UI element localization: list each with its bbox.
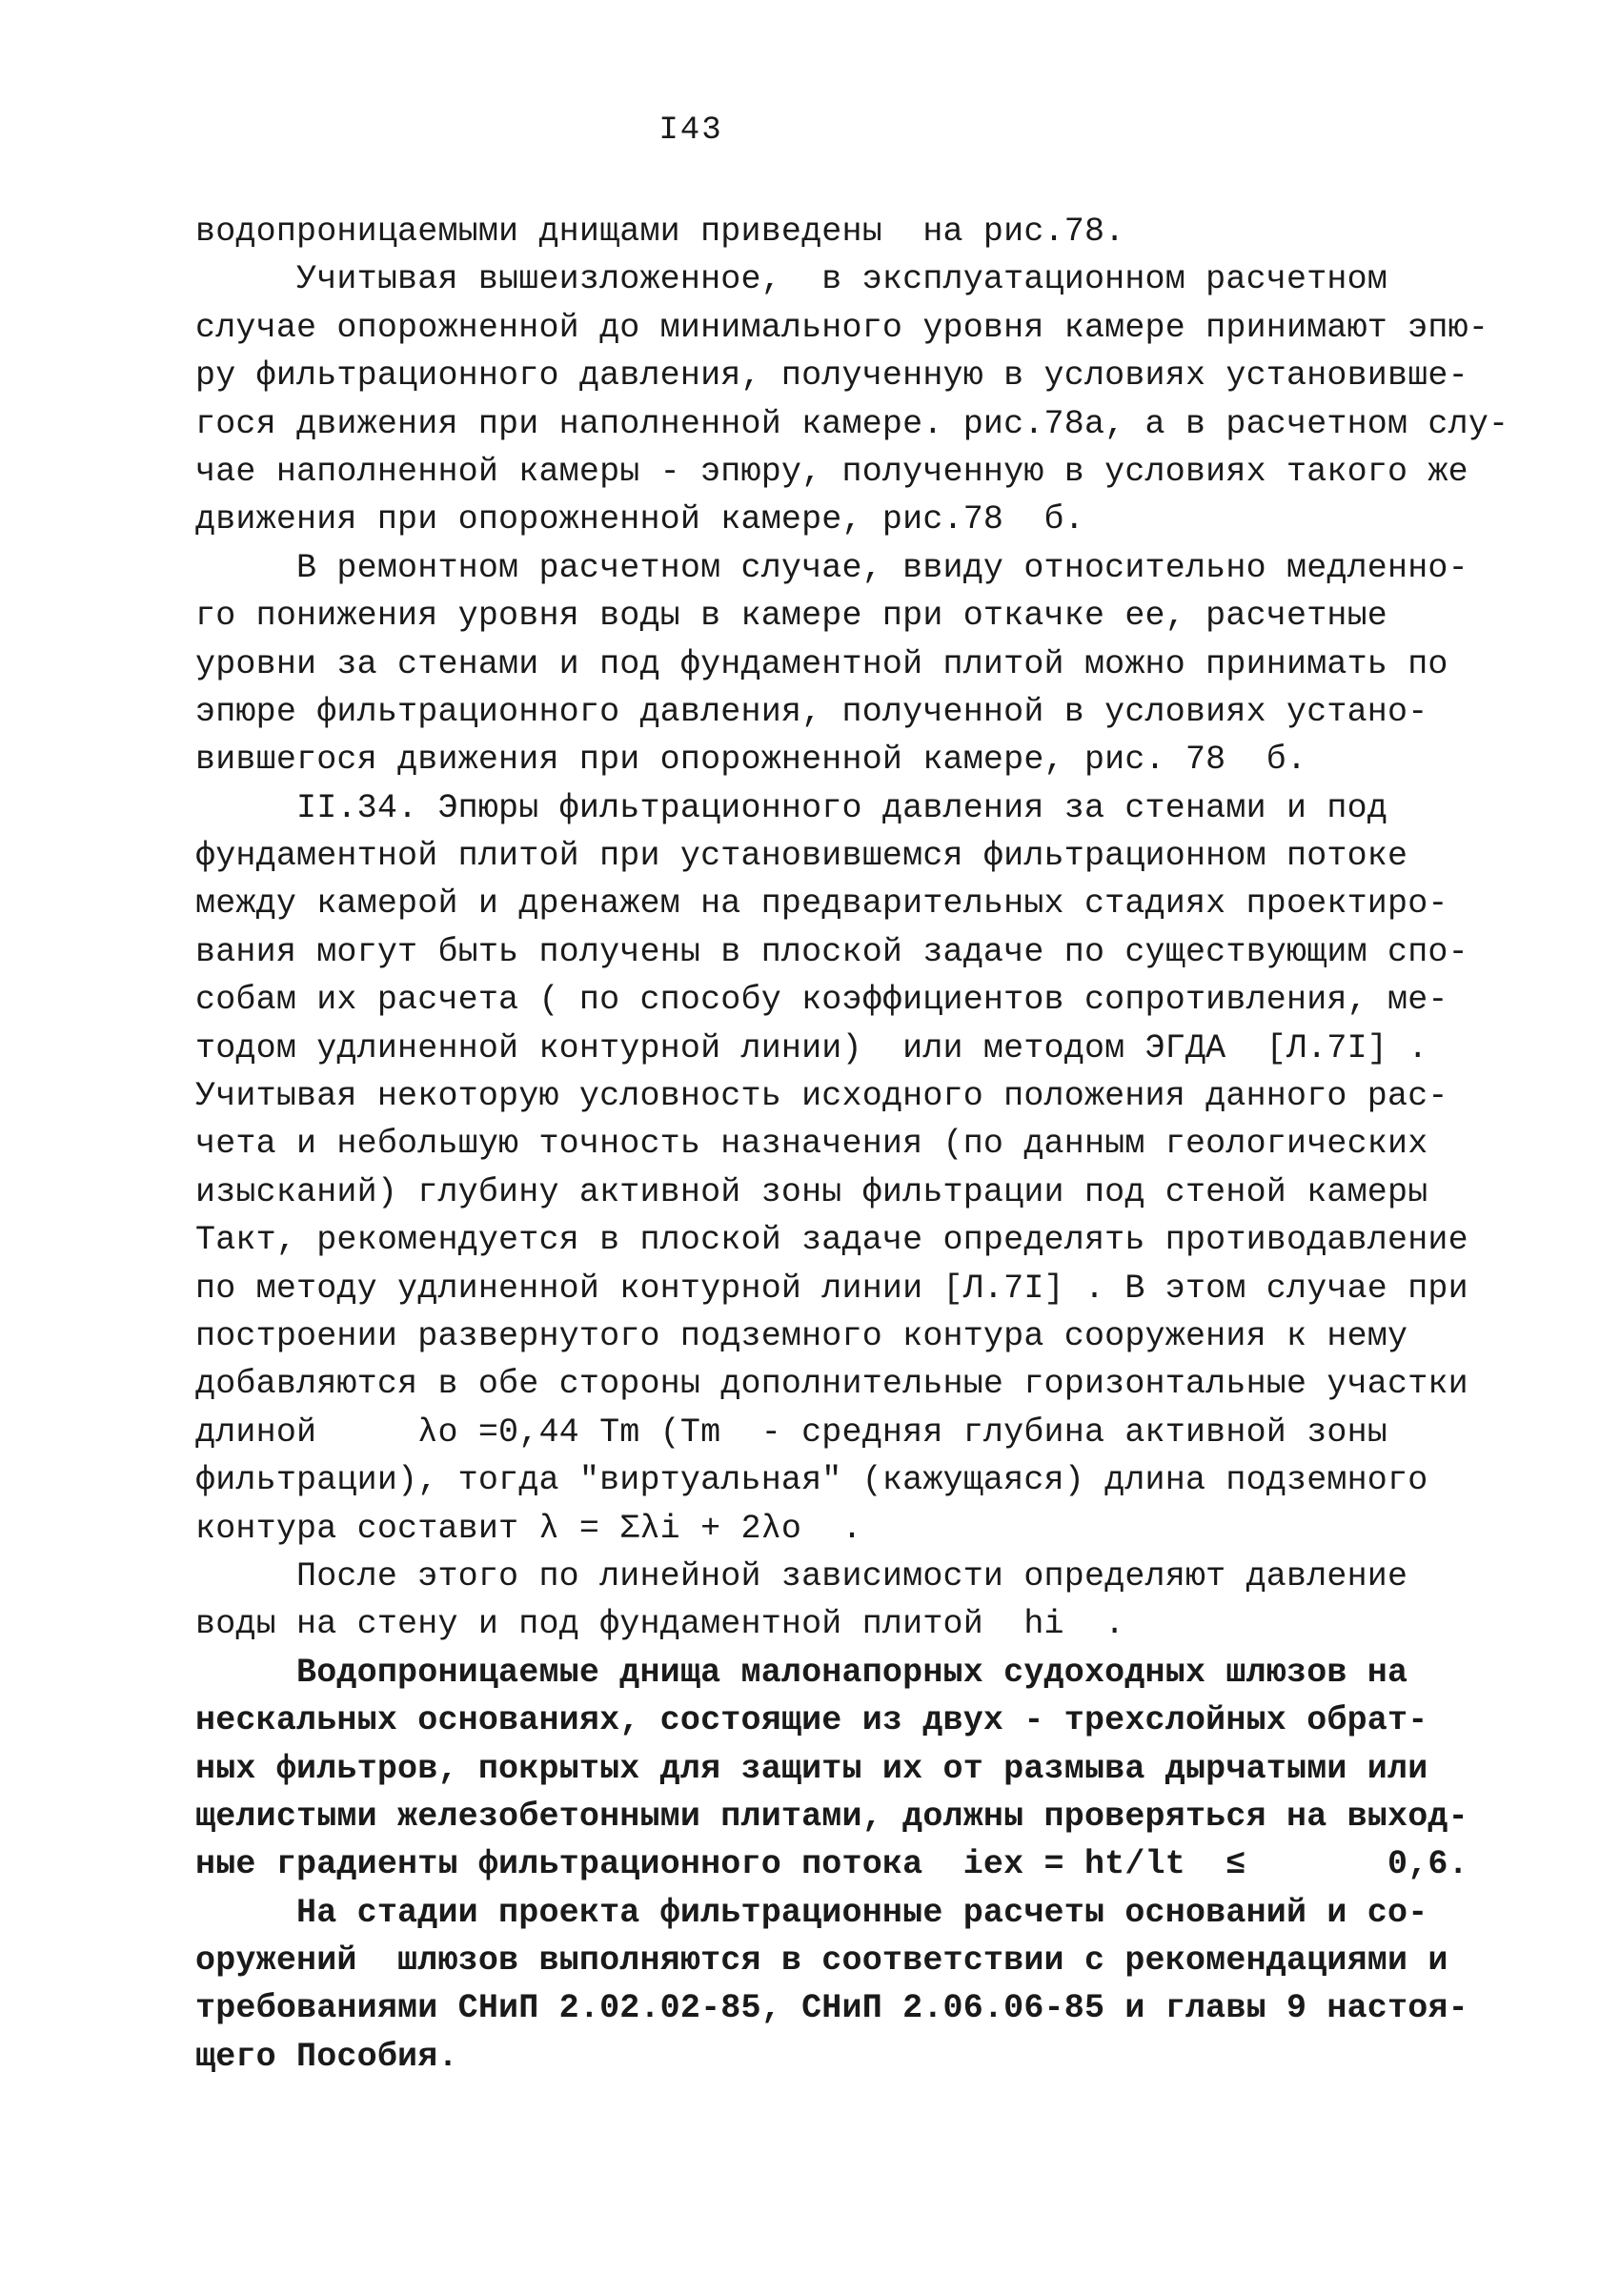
text-line: построении развернутого подземного контура сооружения к нему: [195, 1316, 1408, 1355]
text-line: щелистыми железобетонными плитами, должны проверяться на выход-: [195, 1797, 1468, 1836]
text-line: добавляются в обе стороны дополнительные горизонтальные участки: [195, 1365, 1468, 1404]
text-line: вившегося движения при опорожненной камере, рис. 78 б.: [195, 741, 1307, 780]
text-line: эпюре фильтрационного давления, полученной в условиях устано-: [195, 692, 1428, 731]
text-line: тодом удлиненной контурной линии) или методом ЭГДА [Л.7I] .: [195, 1028, 1428, 1067]
text-line: случае опорожненной до минимального уровня камере принимают эпю-: [195, 308, 1489, 347]
text-line: ных фильтров, покрытых для защиты их от размыва дырчатыми или: [195, 1749, 1428, 1788]
text-line: оружений шлюзов выполняются в соответствии с рекомендациями и: [195, 1941, 1448, 1981]
text-line: После этого по линейной зависимости определяют давление: [195, 1556, 1408, 1595]
text-line: II.34. Эпюры фильтрационного давления за стенами и под: [195, 788, 1388, 827]
text-line: воды на стену и под фундаментной плитой hi .: [195, 1605, 1125, 1644]
text-line: ные градиенты фильтрационного потока iех = ht/lt ≤ 0,6.: [195, 1845, 1468, 1884]
text-line: го понижения уровня воды в камере при откачке ее, расчетные: [195, 597, 1388, 636]
text-line: ру фильтрационного давления, полученную в условиях установивше-: [195, 356, 1468, 396]
text-line: Tакт, рекомендуется в плоской задаче определять противодавление: [195, 1221, 1468, 1260]
text-line: контура составит λ = Σλi + 2λо .: [195, 1509, 862, 1548]
text-line: чае наполненной камеры - эпюру, полученную в условиях такого же: [195, 452, 1468, 491]
text-line: В ремонтном расчетном случае, ввиду относительно медленно-: [195, 548, 1468, 587]
text-line: чета и небольшую точность назначения (по данным геологических: [195, 1125, 1428, 1164]
text-line: изысканий) глубину активной зоны фильтрации под стеной камеры: [195, 1172, 1428, 1211]
text-line: длиной λо =0,44 Tm (Tm - средняя глубина активной зоны: [195, 1412, 1388, 1452]
text-line: между камерой и дренажем на предварительных стадиях проектиро-: [195, 884, 1448, 924]
text-line: требованиями СНиП 2.02.02-85, СНиП 2.06.06-85 и главы 9 настоя-: [195, 1989, 1468, 2028]
text-line: уровни за стенами и под фундаментной плитой можно принимать по: [195, 644, 1448, 683]
text-line: Водопроницаемые днища малонапорных судоходных шлюзов на: [195, 1653, 1408, 1692]
text-line: собам их расчета ( по способу коэффициентов сопротивления, ме-: [195, 981, 1448, 1020]
text-line: На стадии проекта фильтрационные расчеты оснований и со-: [195, 1893, 1428, 1932]
text-line: вания могут быть получены в плоской задаче по существующим спо-: [195, 932, 1468, 971]
text-line: по методу удлиненной контурной линии [Л.7I] . В этом случае при: [195, 1269, 1468, 1308]
text-line: гося движения при наполненной камере. рис.78а, а в расчетном слу-: [195, 404, 1509, 443]
text-line: фильтрации), тогда "виртуальная" (кажущаяся) длина подземного: [195, 1461, 1428, 1500]
text-line: Учитывая вышеизложенное, в эксплуатационном расчетном: [195, 260, 1388, 299]
text-line: нескальных основаниях, состоящие из двух - трехслойных обрат-: [195, 1701, 1428, 1740]
body-text: [195, 208, 1509, 2081]
page-number: I43: [658, 112, 723, 149]
text-line: движения при опорожненной камере, рис.78 б.: [195, 500, 1084, 539]
text-line: фундаментной плитой при установившемся фильтрационном потоке: [195, 837, 1408, 876]
text-line: щего Пособия.: [195, 2037, 458, 2076]
text-line: Учитывая некоторую условность исходного положения данного рас-: [195, 1077, 1448, 1116]
text-line: водопроницаемыми днищами приведены на рис.78.: [195, 213, 1125, 251]
